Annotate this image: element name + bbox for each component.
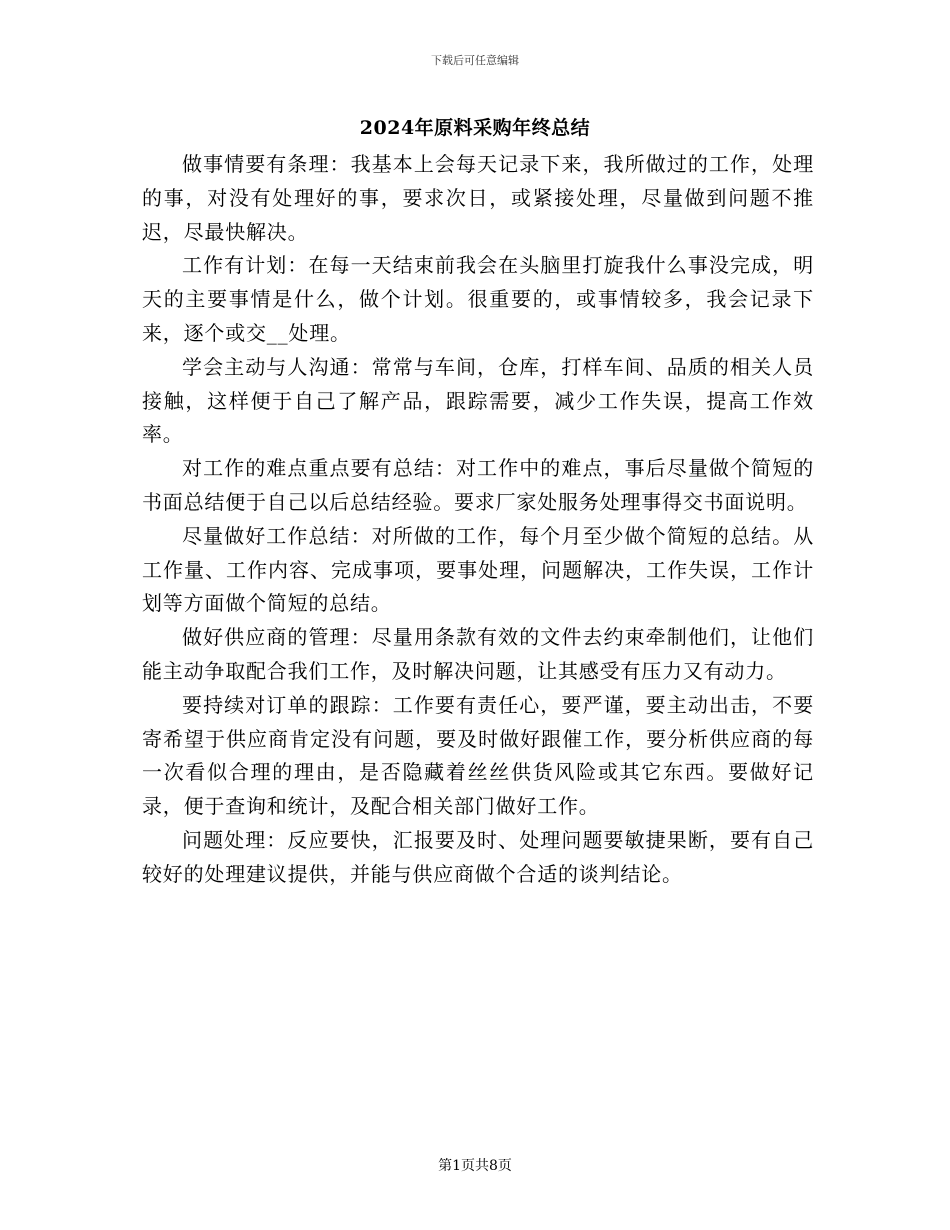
paragraph-difficulty-summary: 对工作的难点重点要有总结：对工作中的难点，事后尽量做个简短的书面总结便于自己以后总结经验。要求厂家处服务处理事得交书面说明。 — [142, 456, 814, 514]
paragraph-communication: 学会主动与人沟通：常常与车间，仓库，打样车间、品质的相关人员接触，这样便于自己了解产品，跟踪需要，减少工作失误，提高工作效率。 — [142, 354, 814, 447]
paragraph-problem-handling: 问题处理：反应要快，汇报要及时、处理问题要敏捷果断，要有自己较好的处理建议提供，并能与供应商做个合适的谈判结论。 — [142, 827, 814, 886]
paragraph-work-plan: 工作有计划：在每一天结束前我会在头脑里打旋我什么事没完成，明天的主要事情是什么，做个计划。很重要的，或事情较多，我会记录下来，逐个或交__处理。 — [142, 253, 814, 345]
page-number: 第1页共8页 — [438, 1158, 512, 1174]
header-note: 下载后可任意编辑 — [431, 54, 519, 67]
paragraph-order-tracking: 要持续对订单的跟踪：工作要有责任心，要严谨，要主动出击，不要寄希望于供应商肯定没有问题，要及时做好跟催工作，要分析供应商的每一次看似合理的理由，是否隐藏着丝丝供货风险或其它东西。要做好记录，便于查询和统计，及配合相关部门做好工作。 — [142, 692, 814, 819]
paragraph-organized-work: 做事情要有条理：我基本上会每天记录下来，我所做过的工作，处理的事，对没有处理好的事，要求次日，或紧接处理，尽量做到问题不推迟，尽最快解决。 — [142, 152, 814, 244]
document-title: 2024年原料采购年终总结 — [359, 117, 591, 139]
paragraph-supplier-management: 做好供应商的管理：尽量用条款有效的文件去约束牵制他们，让他们能主动争取配合我们工作，及时解决问题，让其感受有压力又有动力。 — [142, 625, 814, 683]
document-body — [142, 148, 814, 892]
paragraph-work-summary: 尽量做好工作总结：对所做的工作，每个月至少做个简短的总结。从工作量、工作内容、完成事项，要事处理，问题解决，工作失误，工作计划等方面做个简短的总结。 — [142, 523, 814, 616]
